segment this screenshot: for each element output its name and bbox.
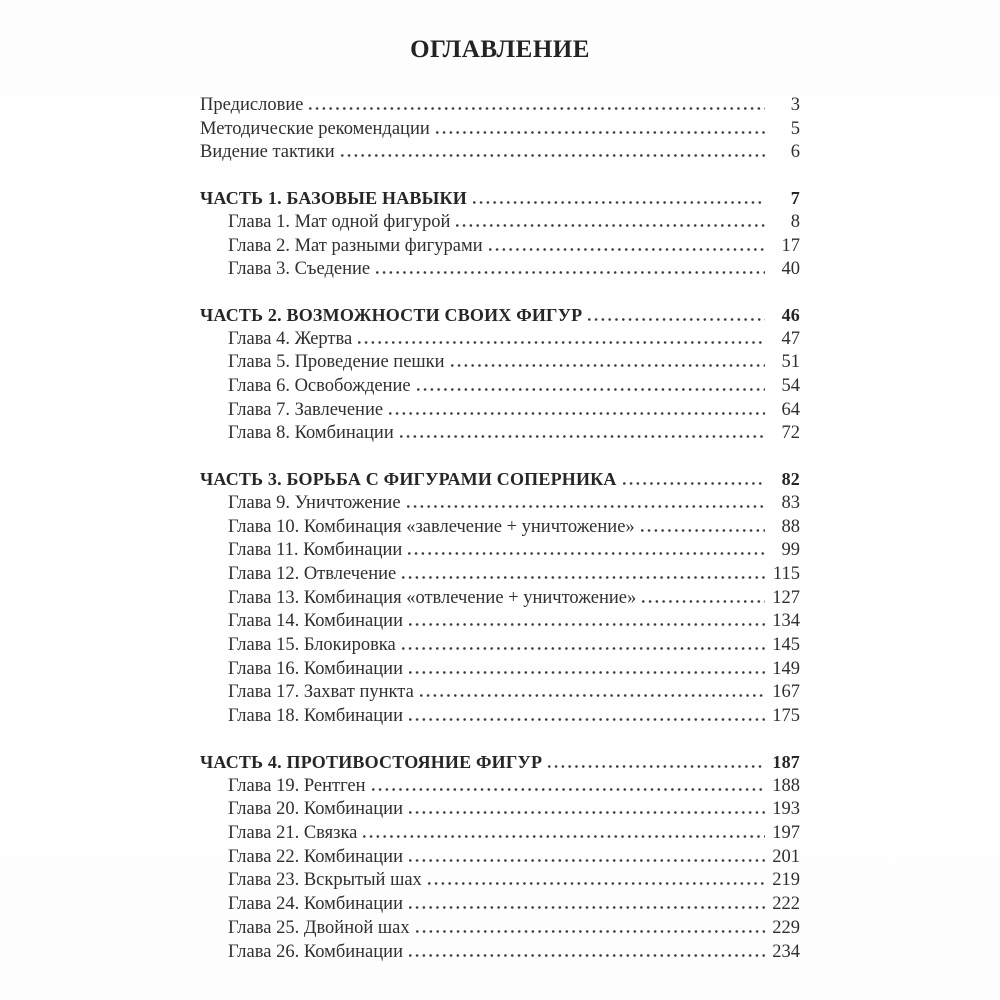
dot-leader (389, 412, 765, 415)
dot-leader (376, 271, 765, 274)
toc-chapter-entry (200, 705, 800, 729)
dot-leader (358, 341, 765, 344)
toc-chapter-entry (200, 235, 800, 259)
toc-chapter-entry-page-number: 88 (781, 516, 800, 537)
dot-leader (400, 435, 765, 438)
toc-chapter-entry-label: Глава 3. Съедение (228, 259, 371, 280)
toc-chapter-entry (200, 917, 800, 941)
toc-chapter-entry (200, 539, 800, 563)
toc-front-entry-page-number: 3 (790, 95, 800, 115)
toc-front-entry (200, 118, 800, 142)
toc-chapter-entry (200, 422, 800, 446)
dot-leader (372, 788, 765, 791)
toc-chapter-entry-label: Глава 19. Рентген (228, 775, 366, 796)
toc-chapter-entry-label: Глава 6. Освобождение (228, 376, 411, 397)
toc-part-heading (200, 468, 800, 492)
toc-part-heading (200, 187, 800, 211)
toc-chapter-entry-page-number: 17 (781, 235, 800, 256)
toc-chapter-entry-label: Глава 11. Комбинации (228, 540, 403, 561)
toc-chapter-entry-page-number: 149 (772, 658, 800, 679)
toc-chapter-entry (200, 492, 800, 516)
toc-part-heading (200, 751, 800, 775)
dot-leader (417, 388, 765, 391)
dot-leader (409, 671, 765, 674)
toc-chapter-entry-label: Глава 5. Проведение пешки (228, 352, 445, 373)
toc-part-heading-page-number: 82 (781, 469, 800, 490)
toc-chapter-entry (200, 328, 800, 352)
toc-part-heading (200, 304, 800, 328)
toc-chapter-entry-page-number: 54 (781, 376, 800, 397)
toc-chapter-entry-label: Глава 22. Комбинации (228, 846, 403, 867)
toc-front-entry-label: Методические рекомендации (200, 118, 430, 139)
dot-leader (402, 576, 765, 579)
toc-chapter-entry (200, 869, 800, 893)
toc-chapter-entry (200, 375, 800, 399)
toc-chapter-entry-label: Глава 17. Захват пункта (228, 682, 414, 703)
toc-chapter-entry-page-number: 201 (772, 846, 800, 867)
toc-chapter-entry-page-number: 229 (772, 917, 800, 938)
toc-chapter-entry (200, 846, 800, 870)
dot-leader (341, 154, 765, 157)
dot-leader (451, 364, 765, 367)
toc-chapter-entry-label: Глава 21. Связка (228, 822, 358, 843)
toc-chapter-entry (200, 563, 800, 587)
toc-list (200, 94, 800, 964)
toc-chapter-entry-label: Глава 24. Комбинации (228, 894, 403, 915)
dot-leader (409, 859, 765, 862)
toc-chapter-entry-page-number: 8 (790, 211, 800, 232)
toc-chapter-entry (200, 822, 800, 846)
toc-front-entry (200, 141, 800, 165)
dot-leader (436, 131, 765, 134)
toc-chapter-entry (200, 516, 800, 540)
toc-part-heading-label: ЧАСТЬ 3. БОРЬБА С ФИГУРАМИ СОПЕРНИКА (200, 469, 617, 490)
dot-leader (409, 906, 765, 909)
toc-chapter-entry-label: Глава 12. Отвлечение (228, 563, 397, 584)
toc-part-heading-label: ЧАСТЬ 2. ВОЗМОЖНОСТИ СВОИХ ФИГУР (200, 304, 583, 325)
dot-leader (588, 318, 765, 321)
dot-leader (489, 248, 765, 251)
toc-front-entry (200, 94, 800, 118)
dot-leader (409, 954, 765, 957)
toc-chapter-entry (200, 775, 800, 799)
toc-chapter-entry-page-number: 40 (781, 259, 800, 280)
dot-leader (408, 552, 765, 555)
toc-chapter-entry-page-number: 83 (781, 492, 800, 513)
dot-leader (548, 765, 765, 768)
dot-leader (407, 505, 765, 508)
toc-chapter-entry-page-number: 72 (781, 423, 800, 444)
toc-chapter-entry-label: Глава 26. Комбинации (228, 941, 403, 962)
toc-chapter-entry (200, 634, 800, 658)
toc-chapter-entry (200, 351, 800, 375)
dot-leader (363, 835, 765, 838)
dot-leader (642, 600, 765, 603)
toc-chapter-entry (200, 399, 800, 423)
toc-content (200, 36, 800, 964)
toc-chapter-entry-label: Глава 10. Комбинация «завлечение + уничтожение» (228, 516, 635, 537)
dot-leader (456, 224, 765, 227)
dot-leader (309, 107, 765, 110)
toc-chapter-entry-label: Глава 9. Уничтожение (228, 492, 401, 513)
toc-chapter-entry (200, 798, 800, 822)
page-title: ОГЛАВЛЕНИЕ (410, 36, 590, 63)
toc-chapter-entry (200, 610, 800, 634)
toc-chapter-entry-page-number: 145 (772, 635, 800, 656)
toc-chapter-entry-label: Глава 8. Комбинации (228, 423, 394, 444)
toc-chapter-entry (200, 681, 800, 705)
toc-part-heading-page-number: 187 (772, 751, 800, 772)
toc-chapter-entry (200, 258, 800, 282)
dot-leader (416, 930, 765, 933)
toc-part-heading-label: ЧАСТЬ 4. ПРОТИВОСТОЯНИЕ ФИГУР (200, 751, 543, 772)
toc-chapter-entry (200, 587, 800, 611)
toc-chapter-entry-page-number: 127 (772, 587, 800, 608)
toc-part-heading-page-number: 7 (790, 188, 800, 209)
toc-chapter-entry-page-number: 222 (772, 894, 800, 915)
dot-leader (409, 811, 765, 814)
toc-chapter-entry-label: Глава 1. Мат одной фигурой (228, 211, 451, 232)
toc-front-entry-label: Предисловие (200, 95, 304, 115)
toc-chapter-entry-page-number: 47 (781, 328, 800, 349)
toc-chapter-entry-label: Глава 13. Комбинация «отвлечение + уничтожение» (228, 587, 637, 608)
toc-chapter-entry-label: Глава 14. Комбинации (228, 611, 403, 632)
toc-chapter-entry-page-number: 99 (781, 540, 800, 561)
toc-chapter-entry-page-number: 197 (772, 822, 800, 843)
dot-leader (409, 623, 765, 626)
toc-chapter-entry (200, 658, 800, 682)
toc-front-entry-page-number: 5 (790, 118, 800, 139)
toc-part-heading-label: ЧАСТЬ 1. БАЗОВЫЕ НАВЫКИ (200, 188, 467, 209)
dot-leader (409, 718, 765, 721)
toc-part-heading-page-number: 46 (781, 304, 800, 325)
toc-chapter-entry-page-number: 175 (772, 706, 800, 727)
dot-leader (402, 647, 765, 650)
dot-leader (420, 694, 765, 697)
toc-chapter-entry-label: Глава 18. Комбинации (228, 706, 403, 727)
toc-chapter-entry-page-number: 51 (781, 352, 800, 373)
toc-chapter-entry-page-number: 193 (772, 799, 800, 820)
toc-chapter-entry-page-number: 219 (772, 870, 800, 891)
toc-chapter-entry-label: Глава 25. Двойной шах (228, 917, 410, 938)
toc-chapter-entry-page-number: 188 (772, 775, 800, 796)
toc-chapter-entry-label: Глава 4. Жертва (228, 328, 353, 349)
toc-chapter-entry-page-number: 64 (781, 399, 800, 420)
dot-leader (473, 201, 765, 204)
toc-chapter-entry-label: Глава 23. Вскрытый шах (228, 870, 422, 891)
toc-chapter-entry-label: Глава 7. Завлечение (228, 399, 384, 420)
toc-front-entry-page-number: 6 (790, 142, 800, 163)
dot-leader (428, 882, 765, 885)
toc-chapter-entry-page-number: 234 (772, 941, 800, 962)
toc-chapter-entry (200, 893, 800, 917)
toc-chapter-entry-page-number: 115 (772, 563, 800, 584)
toc-chapter-entry-label: Глава 16. Комбинации (228, 658, 403, 679)
toc-chapter-entry-label: Глава 20. Комбинации (228, 799, 403, 820)
toc-front-entry-label: Видение тактики (200, 142, 335, 163)
toc-chapter-entry-label: Глава 2. Мат разными фигурами (228, 235, 483, 256)
toc-chapter-entry-label: Глава 15. Блокировка (228, 635, 396, 656)
toc-chapter-entry (200, 211, 800, 235)
toc-chapter-entry (200, 941, 800, 965)
toc-chapter-entry-page-number: 167 (772, 682, 800, 703)
toc-chapter-entry-page-number: 134 (772, 611, 800, 632)
dot-leader (641, 529, 765, 532)
dot-leader (623, 482, 765, 485)
